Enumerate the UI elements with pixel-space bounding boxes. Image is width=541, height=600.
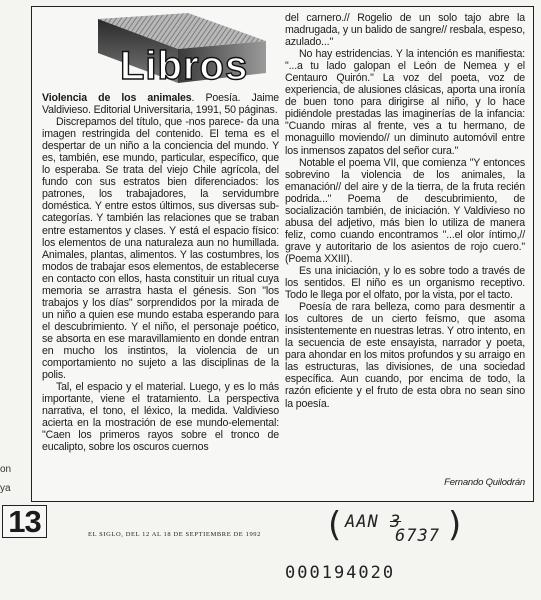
article-column-left bbox=[42, 92, 279, 453]
article-paragraph: Es una iniciación, y lo es sobre todo a través de los sentidos. El niño es un organismo receptivo. Todo le llega por el olfato, por la vista, por el tacto. bbox=[285, 264, 525, 302]
book-title: Violencia de los animales bbox=[42, 92, 192, 104]
article-lead bbox=[42, 92, 279, 116]
handwritten-archive-number: 6737 bbox=[395, 526, 440, 546]
page-number: 13 bbox=[2, 505, 47, 538]
struck-digit: 3 bbox=[389, 512, 402, 532]
handwritten-document-id: 000194020 bbox=[285, 563, 396, 583]
newspaper-clipping bbox=[31, 6, 534, 502]
book-details: . Poesía. Jaime Valdivieso. Editorial Universitaria, 1991, 50 páginas. bbox=[42, 92, 280, 117]
article-paragraph: Poesía de rara belleza, como para desmentir a los cultores de un cierto feísmo, que asoma insistentemente en nuestras letras. Y otro intento, en la secuencia de este ensayista, narrador y poeta, para ahondar en los mitos profundos y su arraigo en las estructuras, las divisiones, de una sociedad específica. Aun cuando, por encima de todo, la razón eficiente y el fruto de esta obra no sean sino la poesía. bbox=[285, 301, 525, 410]
handwritten-open-paren: ( bbox=[328, 505, 342, 545]
margin-fragment: on bbox=[0, 464, 12, 475]
author-signature: Fernando Quilodrán bbox=[444, 477, 525, 488]
margin-fragment: ya bbox=[0, 483, 11, 494]
dateline: EL SIGLO, DEL 12 AL 18 DE SEPTIEMBRE DE 1992 bbox=[88, 531, 262, 538]
libros-logo bbox=[38, 11, 273, 86]
article-paragraph: Tal, el espacio y el material. Luego, y es lo más importante, viene el tratamiento. La perspectiva narrativa, el tono, el léxico, la medida. Valdivieso acierta en la mostración de ese mundo-elemental: "Caen los primeros rayos sobre el tronco de eucalipto, sobre los oscuros cuernos bbox=[42, 381, 279, 454]
article-paragraph: Discrepamos del título, que -nos parece- da una imagen restringida del contenido. El tema es el despertar de un niño a la conciencia del mundo. Y es, también, ese mundo, particular, específico, que lo esperaba. Se trata del viejo Chile agrícola, del fundo con sus estratos bien diferenciados: los patrones, los trabajadores, la servidumbre doméstica. Y entre estos últimos, sus diversas sub-categorías. Y también las relaciones que se traban entre estamentos y clases. Y está el espacio físico: los elementos de una naturaleza aun no humillada. Animales, plantas, alimentos. Y las costumbres, los modos de trabajar esos elementos, de establecerse en contacto con ellos, hasta constituir un ritual cuya memoria se arrastra hasta el génesis. Son "los trabajos y los días" sorprendidos por la mirada de un niño a quien ese mundo estaba esperando para el descubrimiento. Y el niño, el personaje poético, se absorta en ese maravillamiento en donde entran en mucho los instintos, la violencia de un comportamiento no sujeto a las disciplinas de la polis. bbox=[42, 116, 279, 382]
article-column-right bbox=[285, 12, 525, 410]
logo-text: Libros bbox=[120, 44, 249, 86]
handwritten-archive-code bbox=[345, 512, 401, 532]
article-paragraph: Notable el poema VII, que comienza "Y entonces sobrevino la violencia de los animales, la emanación// del aire y de la tierra, de la fruta recién podrida..." Poema de descubrimiento, de socialización también, de iniciación. Y Valdivieso no abusa del adjetivo, más bien lo utiliza de manera feliz, como cuando encontramos "...el olor íntimo,// grave y autoritario de los asientos de rojo cuero." (Poema XXIII). bbox=[285, 156, 525, 265]
article-paragraph: del carnero.// Rogelio de un solo tajo abre la madrugada, y un balido de sangre// resbala, espeso, azulado..." bbox=[285, 12, 525, 49]
handwritten-close-paren: ) bbox=[448, 505, 462, 545]
article-paragraph: No hay estridencias. Y la intención es manifiesta: "...a tu lado galopan el León de Nemea y el Centauro Quirón." La voz del poeta, voz de experiencia, de alusiones clásicas, aporta una ironía de buen tono para dirigirse al niño, y lo hace pidiéndole prestadas las imaginerías de la infancia: "Cuando miras al frente, ves a tu hermano, de monaguillo moviendo// un diminuto automóvil entre los inmensos zapatos del señor cura." bbox=[285, 48, 525, 157]
archive-code: AAN bbox=[345, 512, 379, 532]
